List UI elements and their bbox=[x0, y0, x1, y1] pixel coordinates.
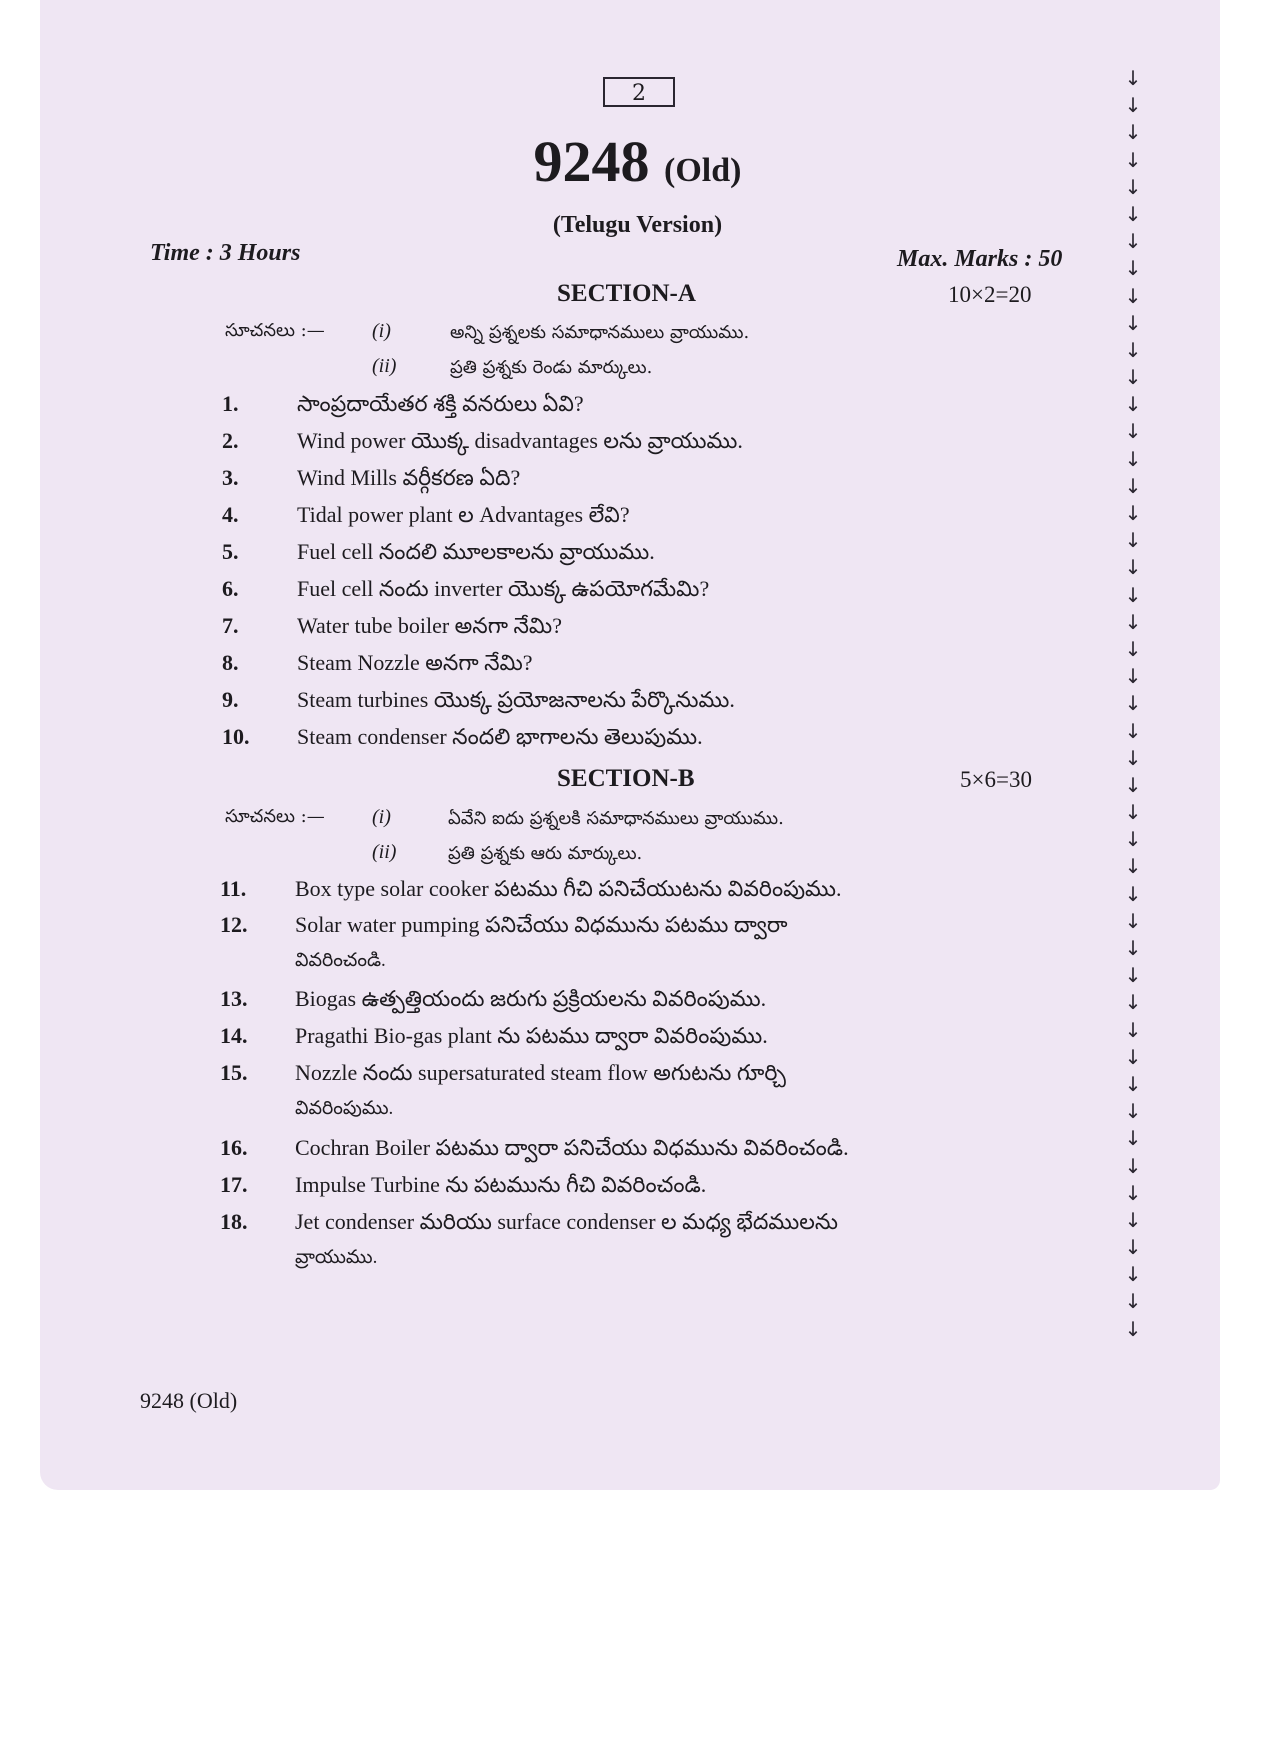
down-arrow-icon: ↓ bbox=[1124, 201, 1142, 226]
down-arrow-icon: ↓ bbox=[1124, 636, 1142, 661]
question-text: Impulse Turbine ను పటమును గీచి వివరించండి. bbox=[295, 1172, 707, 1197]
down-arrow-icon: ↓ bbox=[1124, 827, 1142, 852]
down-arrow-icon: ↓ bbox=[1124, 1289, 1142, 1314]
question-text: Cochran Boiler పటము ద్వారా పనిచేయు విధమును వివరించండి. bbox=[295, 1135, 849, 1160]
question-text: సాంప్రదాయేతర శక్తి వనరులు ఏవి? bbox=[297, 391, 584, 416]
down-arrow-icon: ↓ bbox=[1124, 582, 1142, 607]
question-number: 3. bbox=[222, 465, 239, 490]
question-number: 9. bbox=[222, 687, 239, 712]
down-arrow-icon: ↓ bbox=[1124, 501, 1142, 525]
down-arrow-icon: ↓ bbox=[1124, 1153, 1142, 1178]
question-number: 15. bbox=[220, 1060, 248, 1085]
section-a-instruction-text: ప్రతి ప్రశ్నకు రెండు మార్కులు. bbox=[450, 357, 653, 378]
section-b-title: SECTION-B bbox=[557, 765, 695, 792]
down-arrow-icon: ↓ bbox=[1124, 854, 1142, 879]
down-arrow-icon: ↓ bbox=[1124, 772, 1142, 797]
question-text: Steam turbines యొక్క ప్రయోజనాలను పేర్కొనుము. bbox=[297, 687, 735, 712]
down-arrow-icon: ↓ bbox=[1124, 691, 1142, 716]
question-text: Pragathi Bio-gas plant ను పటము ద్వారా వివరింపుము. bbox=[295, 1023, 768, 1048]
section-a-instruction-label: సూచనలు :— bbox=[225, 320, 325, 341]
down-arrow-icon: ↓ bbox=[1124, 1235, 1142, 1260]
down-arrow-icon: ↓ bbox=[1124, 365, 1142, 390]
question-number: 18. bbox=[220, 1209, 248, 1234]
down-arrow-icon: ↓ bbox=[1124, 1044, 1142, 1069]
paper-code-number: 9248 bbox=[533, 129, 650, 194]
down-arrow-icon: ↓ bbox=[1124, 1262, 1142, 1287]
down-arrow-icon: ↓ bbox=[1124, 1207, 1142, 1232]
down-arrow-icon: ↓ bbox=[1124, 745, 1142, 770]
section-a-instruction-num: (i) bbox=[372, 320, 391, 342]
question-number: 7. bbox=[222, 613, 239, 638]
question-number: 5. bbox=[222, 539, 239, 564]
section-a-title: SECTION-A bbox=[557, 280, 696, 307]
question-number: 14. bbox=[220, 1023, 248, 1048]
down-arrow-icon: ↓ bbox=[1124, 337, 1142, 362]
down-arrow-icon: ↓ bbox=[1124, 664, 1142, 689]
question-text-continued: వివరింపుము. bbox=[295, 1098, 394, 1119]
section-a-instruction-num: (ii) bbox=[372, 355, 397, 377]
paper-code bbox=[0, 128, 1275, 195]
down-arrow-icon: ↓ bbox=[1124, 392, 1142, 417]
question-text: Water tube boiler అనగా నేమి? bbox=[297, 613, 562, 638]
question-text: Biogas ఉత్పత్తియందు జరుగు ప్రక్రియలను వివరింపుము. bbox=[295, 986, 767, 1011]
down-arrow-icon: ↓ bbox=[1124, 446, 1142, 471]
section-a-instruction-text: అన్ని ప్రశ్నలకు సమాధానములు వ్రాయుము. bbox=[450, 322, 750, 343]
down-arrow-icon: ↓ bbox=[1124, 229, 1142, 254]
down-arrow-icon: ↓ bbox=[1124, 881, 1142, 906]
section-b-marks: 5×6=30 bbox=[960, 767, 1032, 792]
down-arrow-icon: ↓ bbox=[1124, 283, 1142, 308]
down-arrow-icon: ↓ bbox=[1124, 990, 1142, 1015]
question-number: 6. bbox=[222, 576, 239, 601]
paper-code-suffix: (Old) bbox=[664, 152, 742, 189]
down-arrow-icon: ↓ bbox=[1124, 256, 1142, 281]
question-text: Fuel cell నందలి మూలకాలను వ్రాయుము. bbox=[297, 539, 655, 564]
down-arrow-icon: ↓ bbox=[1124, 120, 1142, 145]
section-b-instruction-num: (ii) bbox=[372, 841, 397, 863]
question-text: Fuel cell నందు inverter యొక్క ఉపయోగమేమి? bbox=[297, 576, 710, 601]
footer-paper-code: 9248 (Old) bbox=[140, 1388, 238, 1413]
down-arrow-icon: ↓ bbox=[1124, 528, 1142, 553]
down-arrow-icon: ↓ bbox=[1124, 66, 1142, 90]
question-text-continued: వ్రాయుము. bbox=[295, 1247, 378, 1268]
question-number: 16. bbox=[220, 1135, 248, 1160]
section-b-instruction-label: సూచనలు :— bbox=[225, 806, 325, 827]
margin-arrow-column bbox=[1118, 65, 1148, 1343]
question-text: Box type solar cooker పటము గీచి పనిచేయుటను వివరింపుము. bbox=[295, 876, 842, 901]
question-number: 13. bbox=[220, 986, 248, 1011]
down-arrow-icon: ↓ bbox=[1124, 908, 1142, 933]
down-arrow-icon: ↓ bbox=[1124, 419, 1142, 444]
question-number: 17. bbox=[220, 1172, 248, 1197]
down-arrow-icon: ↓ bbox=[1124, 718, 1142, 743]
question-text: Steam condenser నందలి భాగాలను తెలుపుము. bbox=[297, 724, 703, 749]
down-arrow-icon: ↓ bbox=[1124, 1099, 1142, 1124]
down-arrow-icon: ↓ bbox=[1124, 963, 1142, 988]
question-text: Wind power యొక్క disadvantages లను వ్రాయుము. bbox=[297, 428, 743, 453]
section-b-instruction-text: ప్రతి ప్రశ్నకు ఆరు మార్కులు. bbox=[448, 843, 643, 864]
down-arrow-icon: ↓ bbox=[1124, 800, 1142, 825]
question-number: 12. bbox=[220, 912, 248, 937]
question-number: 2. bbox=[222, 428, 239, 453]
down-arrow-icon: ↓ bbox=[1124, 473, 1142, 498]
down-arrow-icon: ↓ bbox=[1124, 609, 1142, 634]
question-text: Solar water pumping పనిచేయు విధమును పటము ద్వారా bbox=[295, 912, 788, 937]
question-number: 1. bbox=[222, 391, 239, 416]
question-text: Jet condenser మరియు surface condenser ల మధ్య భేదములను bbox=[295, 1209, 838, 1234]
down-arrow-icon: ↓ bbox=[1124, 936, 1142, 960]
section-b-instruction-text: ఏవేని ఐదు ప్రశ్నలకి సమాధానములు వ్రాయుము. bbox=[448, 808, 784, 829]
question-number: 11. bbox=[220, 876, 247, 901]
down-arrow-icon: ↓ bbox=[1124, 1180, 1142, 1205]
question-text: Wind Mills వర్గీకరణ ఏది? bbox=[297, 465, 521, 490]
max-marks-label: Max. Marks : 50 bbox=[897, 246, 1063, 272]
down-arrow-icon: ↓ bbox=[1124, 555, 1142, 580]
section-b-instruction-num: (i) bbox=[372, 806, 391, 828]
section-a-marks: 10×2=20 bbox=[948, 282, 1032, 307]
time-label: Time : 3 Hours bbox=[150, 240, 301, 266]
down-arrow-icon: ↓ bbox=[1124, 1017, 1142, 1042]
question-text: Nozzle నందు supersaturated steam flow అగుటను గూర్చి bbox=[295, 1060, 786, 1085]
question-text-continued: వివరించండి. bbox=[295, 950, 386, 971]
down-arrow-icon: ↓ bbox=[1124, 1316, 1142, 1341]
question-number: 8. bbox=[222, 650, 239, 675]
question-text: Tidal power plant ల Advantages లేవి? bbox=[297, 502, 630, 527]
down-arrow-icon: ↓ bbox=[1124, 1126, 1142, 1151]
version-label: (Telugu Version) bbox=[552, 212, 723, 238]
down-arrow-icon: ↓ bbox=[1124, 147, 1142, 172]
down-arrow-icon: ↓ bbox=[1124, 93, 1142, 118]
question-text: Steam Nozzle అనగా నేమి? bbox=[297, 650, 533, 675]
question-number: 10. bbox=[222, 724, 250, 749]
question-number: 4. bbox=[222, 502, 239, 527]
down-arrow-icon: ↓ bbox=[1124, 174, 1142, 199]
page-number-box: 2 bbox=[603, 77, 675, 107]
down-arrow-icon: ↓ bbox=[1124, 1071, 1142, 1096]
down-arrow-icon: ↓ bbox=[1124, 310, 1142, 335]
